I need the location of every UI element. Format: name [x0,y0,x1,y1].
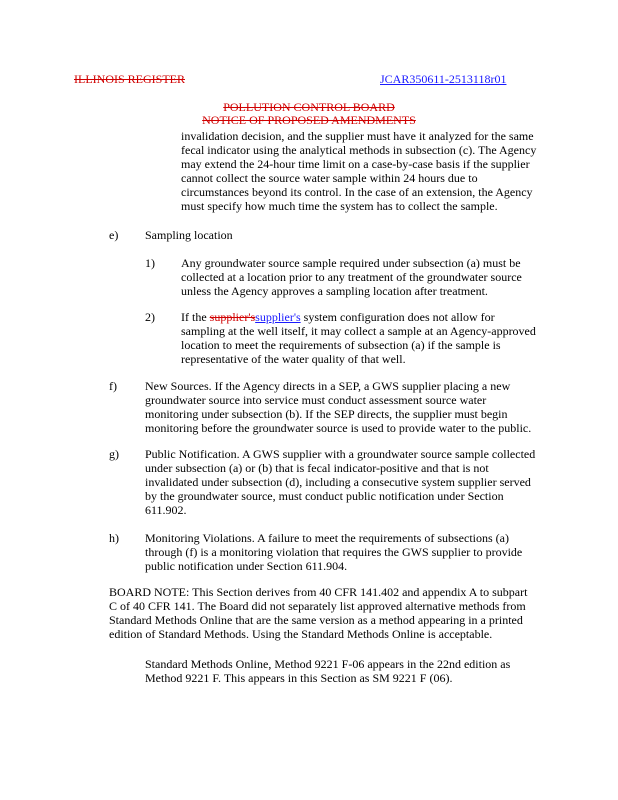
text-line: Public Notification. A GWS supplier with a groundwater source sample collected [145,447,536,461]
item-number: 2) [145,310,155,324]
board-note-paragraph [109,585,527,641]
text-line-edited [181,310,536,324]
subsection-title-e: Sampling location [145,228,233,242]
text-line: monitoring before the groundwater source is used to provide water to the public. [145,421,532,435]
text-line: 611.902. [145,503,187,517]
text-line: edition of Standard Methods. Using the Standard Methods Online is acceptable. [109,627,493,641]
text-line: BOARD NOTE: This Section derives from 40 CFR 141.402 and appendix A to subpart [109,585,528,599]
board-title: POLLUTION CONTROL BOARD [223,100,395,114]
text-line: through (f) is a monitoring violation that requires the GWS supplier to provide [145,545,523,559]
text-line: sampling at the well itself, it may collect a sample at an Agency-approved [181,324,536,338]
text-line: groundwater source into service must conduct assessment source water [145,393,487,407]
text-line: under subsection (a) or (b) that is fecal indicator-positive and that is not [145,461,489,475]
text-line: monitoring under subsection (b). If the SEP directs, the supplier must begin [145,407,508,421]
text-line: representative of the water quality of that well. [181,352,406,366]
text-line: may extend the 24-hour time limit on a case-by-case basis if the supplier [181,157,530,171]
jcar-code: JCAR350611-2513118r01 [380,72,507,86]
text-line: invalidation decision, and the supplier must have it analyzed for the same [181,129,534,143]
text-line: Monitoring Violations. A failure to meet the requirements of subsections (a) [145,531,509,545]
deleted-text: supplier's [209,310,256,324]
text-line: cannot collect the source water sample within 24 hours due to [181,171,478,185]
item-2-paragraph [181,310,536,366]
text-line: New Sources. If the Agency directs in a SEP, a GWS supplier placing a new [145,379,511,393]
text-line: Standard Methods Online that are the same version as a method appearing in a printed [109,613,523,627]
register-title: ILLINOIS REGISTER [74,72,185,86]
inserted-text: supplier's [255,310,301,324]
text-line: Standard Methods Online, Method 9221 F-06 appears in the 22nd edition as [145,657,511,671]
notice-title: NOTICE OF PROPOSED AMENDMENTS [202,113,416,127]
subsection-label-h: h) [109,531,119,545]
text-line: Method 9221 F. This appears in this Section as SM 9221 F (06). [145,671,453,685]
text-line: unless the Agency approves a sampling location after treatment. [181,284,488,298]
intro-paragraph [181,129,536,213]
text-line: circumstances beyond its control. In the case of an extension, the Agency [181,185,533,199]
text-line: collected at a location prior to any treatment of the groundwater source [181,270,522,284]
text-line: fecal indicator using the analytical methods in subsection (c). The Agency [181,143,537,157]
text-line: invalidated under subsection (d), including a consecutive system supplier served [145,475,531,489]
text-line: must specify how much time the system has to collect the sample. [181,199,498,213]
subsection-label-g: g) [109,447,119,461]
subsection-f-paragraph [145,379,531,435]
subsection-label-f: f) [109,379,117,393]
item-1-paragraph [181,256,522,298]
text-line: by the groundwater source, must conduct public notification under Section [145,489,504,503]
text-line: public notification under Section 611.904. [145,559,348,573]
subsection-label-e: e) [109,228,119,242]
text-line: Any groundwater source sample required under subsection (a) must be [181,256,521,270]
text-line: C of 40 CFR 141. The Board did not separately list approved alternative methods from [109,599,526,613]
subsection-h-paragraph [145,531,522,573]
text-fragment: system configuration does not allow for [300,310,495,324]
text-line: location to meet the requirements of subsection (a) if the sample is [181,338,501,352]
item-number: 1) [145,256,155,270]
subsection-g-paragraph [145,447,535,517]
text-fragment: If the [181,310,210,324]
board-note-sub-paragraph [145,657,510,685]
